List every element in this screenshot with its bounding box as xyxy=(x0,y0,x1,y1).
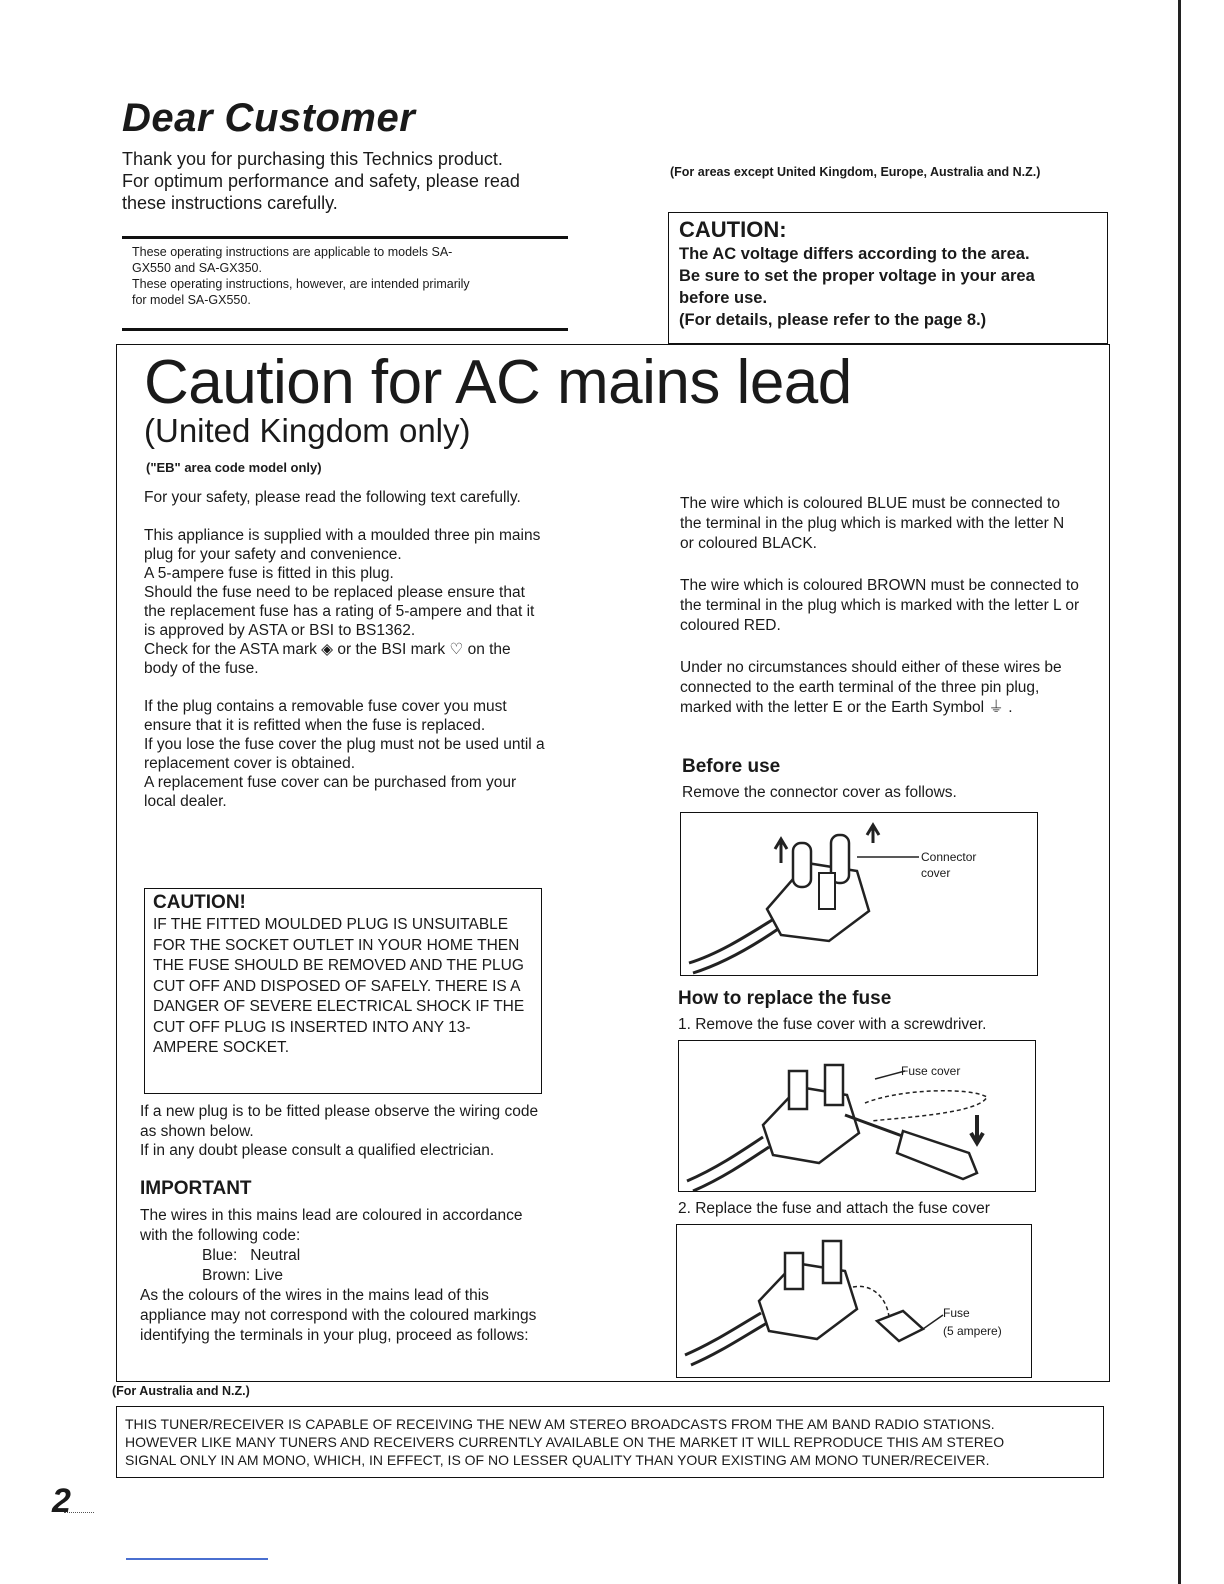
page-number-leader xyxy=(64,1512,94,1513)
important-text xyxy=(140,1206,544,1346)
paragraph: If you lose the fuse cover the plug must not be used until a replacement cover is obtained. xyxy=(144,736,545,772)
page-title: Dear Customer xyxy=(122,96,416,140)
figure-label: Connector xyxy=(921,850,977,864)
left-column xyxy=(144,488,546,811)
caution-line: The AC voltage differs according to the area. xyxy=(679,245,1030,263)
caution-heading: CAUTION: xyxy=(679,217,787,242)
figure-label: Fuse xyxy=(943,1306,970,1320)
intro-line: For optimum performance and safety, please read xyxy=(122,171,520,191)
important-heading: IMPORTANT xyxy=(140,1178,252,1199)
replace-fuse-heading: How to replace the fuse xyxy=(678,988,892,1009)
caution-line: Be sure to set the proper voltage in your area xyxy=(679,267,1035,285)
models-line: These operating instructions are applicable to models SA- xyxy=(132,245,453,259)
notice-line: HOWEVER LIKE MANY TUNERS AND RECEIVERS CURRENTLY AVAILABLE ON THE MARKET IT WILL REPRODUCE THIS AM STEREO xyxy=(125,1434,1005,1450)
intro-text xyxy=(122,148,592,214)
au-nz-note: (For Australia and N.Z.) xyxy=(112,1384,250,1398)
figure-label: (5 ampere) xyxy=(943,1324,1002,1338)
fuse-illustration xyxy=(677,1225,1031,1377)
notice-line: THIS TUNER/RECEIVER IS CAPABLE OF RECEIVING THE NEW AM STEREO BROADCASTS FROM THE AM BAND RADIO STATIONS. xyxy=(125,1416,995,1432)
areas-note: (For areas except United Kingdom, Europe, Australia and N.Z.) xyxy=(670,165,1041,179)
divider xyxy=(122,328,568,331)
paragraph: The wire which is coloured BROWN must be connected to the terminal in the plug which is marked with the letter L or coloured RED. xyxy=(680,577,1080,634)
paragraph: If in any doubt please consult a qualified electrician. xyxy=(140,1142,495,1159)
caution-text: IF THE FITTED MOULDED PLUG IS UNSUITABLE FOR THE SOCKET OUTLET IN YOUR HOME THEN THE FUSE SHOULD BE REMOVED AND THE PLUG CUT OFF AND DISPOSED OF SAFELY. THERE IS A DANGER OF SEVERE ELECTRICAL SHOCK IF THE CUT OFF PLUG IS INSERTED INTO ANY 13-AMPERE SOCKET. xyxy=(153,916,525,1056)
paragraph: As the colours of the wires in the mains lead of this appliance may not correspond with the coloured markings identifying the terminals in your plug, proceed as follows: xyxy=(140,1287,537,1344)
paragraph: Check for the ASTA mark ◈ or the BSI mark ♡ on the body of the fuse. xyxy=(144,641,511,677)
paragraph: For your safety, please read the following text carefully. xyxy=(144,489,521,506)
wiring-note xyxy=(140,1102,544,1161)
figure-label: Fuse cover xyxy=(901,1064,961,1078)
notice-line: SIGNAL ONLY IN AM MONO, WHICH, IN EFFECT, IS OF NO LESSER QUALITY THAN YOUR EXISTING AM MONO TUNER/RECEIVER. xyxy=(125,1452,990,1468)
paragraph: The wires in this mains lead are coloured in accordance with the following code: xyxy=(140,1207,523,1244)
paragraph: Under no circumstances should either of these wires be connected to the earth terminal of the three pin plug, marked with the letter E or the Earth Symbol ⏚ . xyxy=(680,659,1062,716)
page-number: 2 xyxy=(52,1482,71,1520)
paragraph: If a new plug is to be fitted please observe the wiring code as shown below. xyxy=(140,1103,539,1140)
models-line: These operating instructions, however, are intended primarily xyxy=(132,277,470,291)
connector-cover-figure xyxy=(680,812,1038,976)
paragraph: A 5-ampere fuse is fitted in this plug. xyxy=(144,565,394,582)
am-stereo-notice xyxy=(116,1406,1104,1478)
paragraph: Should the fuse need to be replaced please ensure that the replacement fuse has a rating of 5-ampere and that it is approved by ASTA or BSI to BS1362. xyxy=(144,584,535,639)
before-use-heading: Before use xyxy=(682,756,781,777)
caution-heading: CAUTION! xyxy=(153,892,246,913)
fuse-step-1: 1. Remove the fuse cover with a screwdriver. xyxy=(678,1016,987,1033)
intro-line: Thank you for purchasing this Technics product. xyxy=(122,149,503,169)
figure-label: cover xyxy=(921,866,951,880)
models-line: for model SA-GX550. xyxy=(132,293,251,307)
section-title: Caution for AC mains lead xyxy=(144,348,852,417)
fuse-step-2: 2. Replace the fuse and attach the fuse cover xyxy=(678,1200,990,1217)
intro-line: these instructions carefully. xyxy=(122,193,338,213)
paragraph: This appliance is supplied with a moulded three pin mains plug for your safety and convenience. xyxy=(144,527,541,563)
fuse-figure xyxy=(676,1224,1032,1378)
divider xyxy=(122,236,568,239)
screwdriver-illustration xyxy=(679,1041,1035,1191)
fuse-cover-figure xyxy=(678,1040,1036,1192)
models-line: GX550 and SA-GX350. xyxy=(132,261,262,275)
section-subtitle: (United Kingdom only) xyxy=(144,412,471,449)
plug-illustration xyxy=(681,813,1037,975)
caution-line: before use. xyxy=(679,289,768,307)
right-margin-rule xyxy=(1178,0,1181,1584)
wire-code-brown: Brown: Live xyxy=(202,1267,283,1284)
caution-line: (For details, please refer to the page 8.) xyxy=(679,311,987,329)
paragraph: A replacement fuse cover can be purchased from your local dealer. xyxy=(144,774,517,810)
bottom-underline xyxy=(126,1558,268,1560)
wire-code-blue: Blue: Neutral xyxy=(202,1247,301,1264)
voltage-caution-box xyxy=(668,212,1108,344)
right-column xyxy=(680,494,1082,740)
models-note xyxy=(132,244,562,308)
paragraph: If the plug contains a removable fuse cover you must ensure that it is refitted when the fuse is replaced. xyxy=(144,698,507,734)
plug-caution-box xyxy=(144,888,542,1094)
before-use-text: Remove the connector cover as follows. xyxy=(682,784,957,801)
area-code-note: ("EB" area code model only) xyxy=(146,460,322,475)
paragraph: The wire which is coloured BLUE must be connected to the terminal in the plug which is marked with the letter N or coloured BLACK. xyxy=(680,495,1065,552)
